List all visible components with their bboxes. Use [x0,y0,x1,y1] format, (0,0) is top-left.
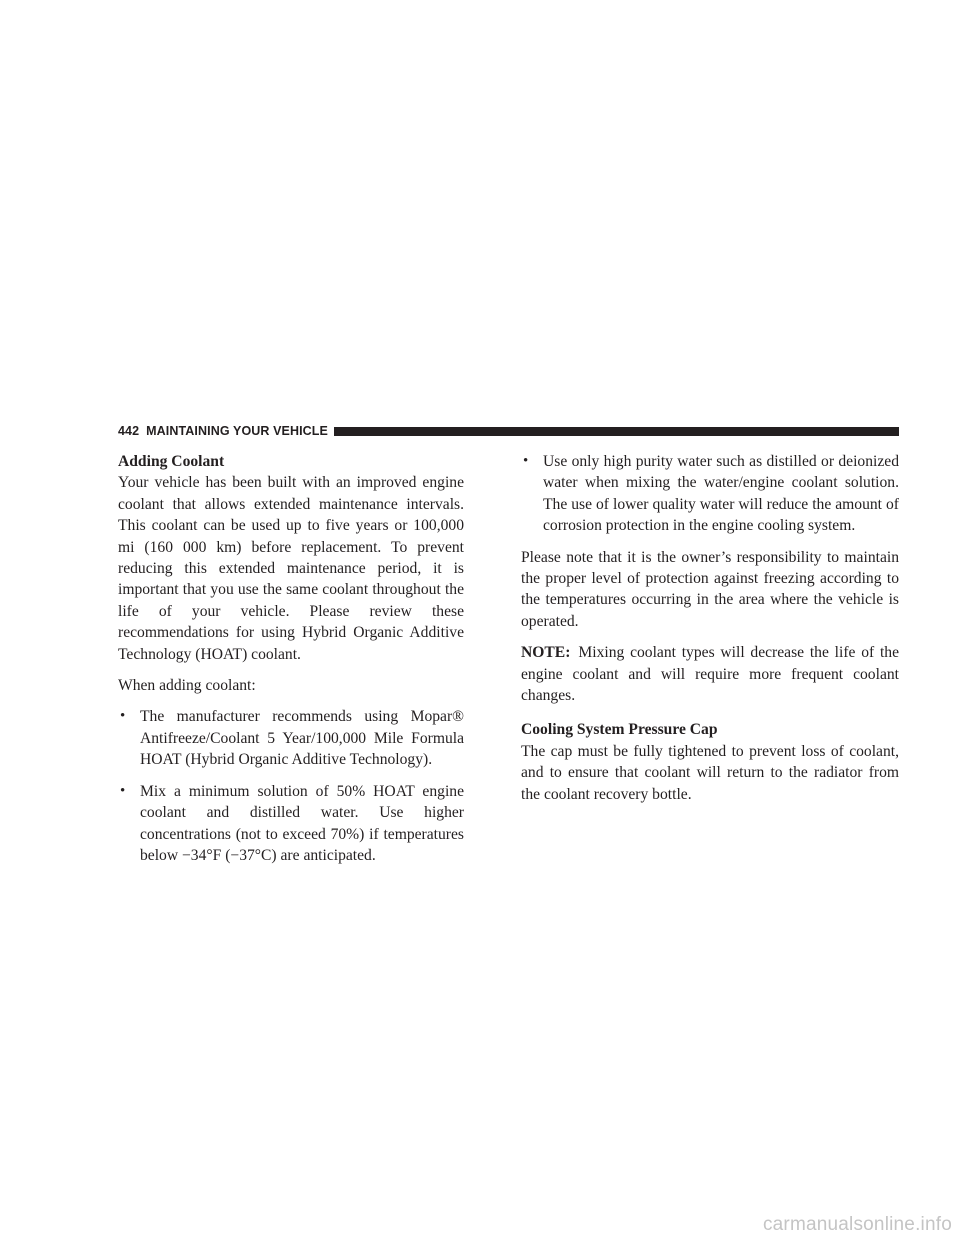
note-paragraph [521,642,899,706]
note-label: NOTE: [521,644,571,662]
heading-adding-coolant: Adding Coolant [118,453,225,470]
bullet-icon: • [120,708,126,725]
list-item [118,781,464,867]
intro-paragraph: Your vehicle has been built with an improved engine coolant that allows extended maintenance intervals. This coolant can be used up to five years or 100,000 mi (160 000 km) before replacement. To prevent reducing this extended maintenance period, it is important that you use the same coolant throughout the life of your vehicle. Please review these recommendations for using Hybrid Organic Additive Technology (HOAT) coolant. [118,474,464,663]
owner-responsibility-paragraph: Please note that it is the owner’s responsibility to maintain the proper level of protection against freezing according to the temperatures occurring in the area where the vehicle is operated. [521,548,899,630]
right-column [521,451,899,815]
bullet-icon: • [120,782,126,799]
pressure-cap-paragraph: The cap must be fully tightened to prevent loss of coolant, and to ensure that coolant will return to the radiator from the coolant recovery bottle. [521,742,899,803]
watermark: carmanualsonline.info [762,1214,952,1235]
section-title: MAINTAINING YOUR VEHICLE [146,424,328,438]
lead-in-text: When adding coolant: [118,677,256,695]
list-item-text: Mix a minimum solution of 50% HOAT engine coolant and distilled water. Use higher concentrations (not to exceed 70%) if temperatures below −34°F (−37°C) are anticipated. [140,782,464,864]
left-column [118,451,464,876]
list-item-text: The manufacturer recommends using Mopar® Antifreeze/Coolant 5 Year/100,000 Mile Formula HOAT (Hybrid Organic Additive Technology). [140,708,464,769]
note-text: Mixing coolant types will decrease the life of the engine coolant and will require more frequent coolant changes. [521,644,899,705]
water-bullet-list [521,451,899,537]
coolant-bullet-list [118,706,464,866]
running-header [118,422,899,440]
list-item [521,451,899,537]
list-item-text: Use only high purity water such as distilled or deionized water when mixing the water/engine coolant solution. The use of lower quality water will reduce the amount of corrosion protection in the engine cooling system. [543,453,899,535]
header-text [118,424,328,438]
list-item [118,706,464,770]
heading-pressure-cap: Cooling System Pressure Cap [521,721,718,739]
page-number: 442 [118,424,140,438]
bullet-icon: • [523,453,529,469]
header-rule [334,427,899,436]
